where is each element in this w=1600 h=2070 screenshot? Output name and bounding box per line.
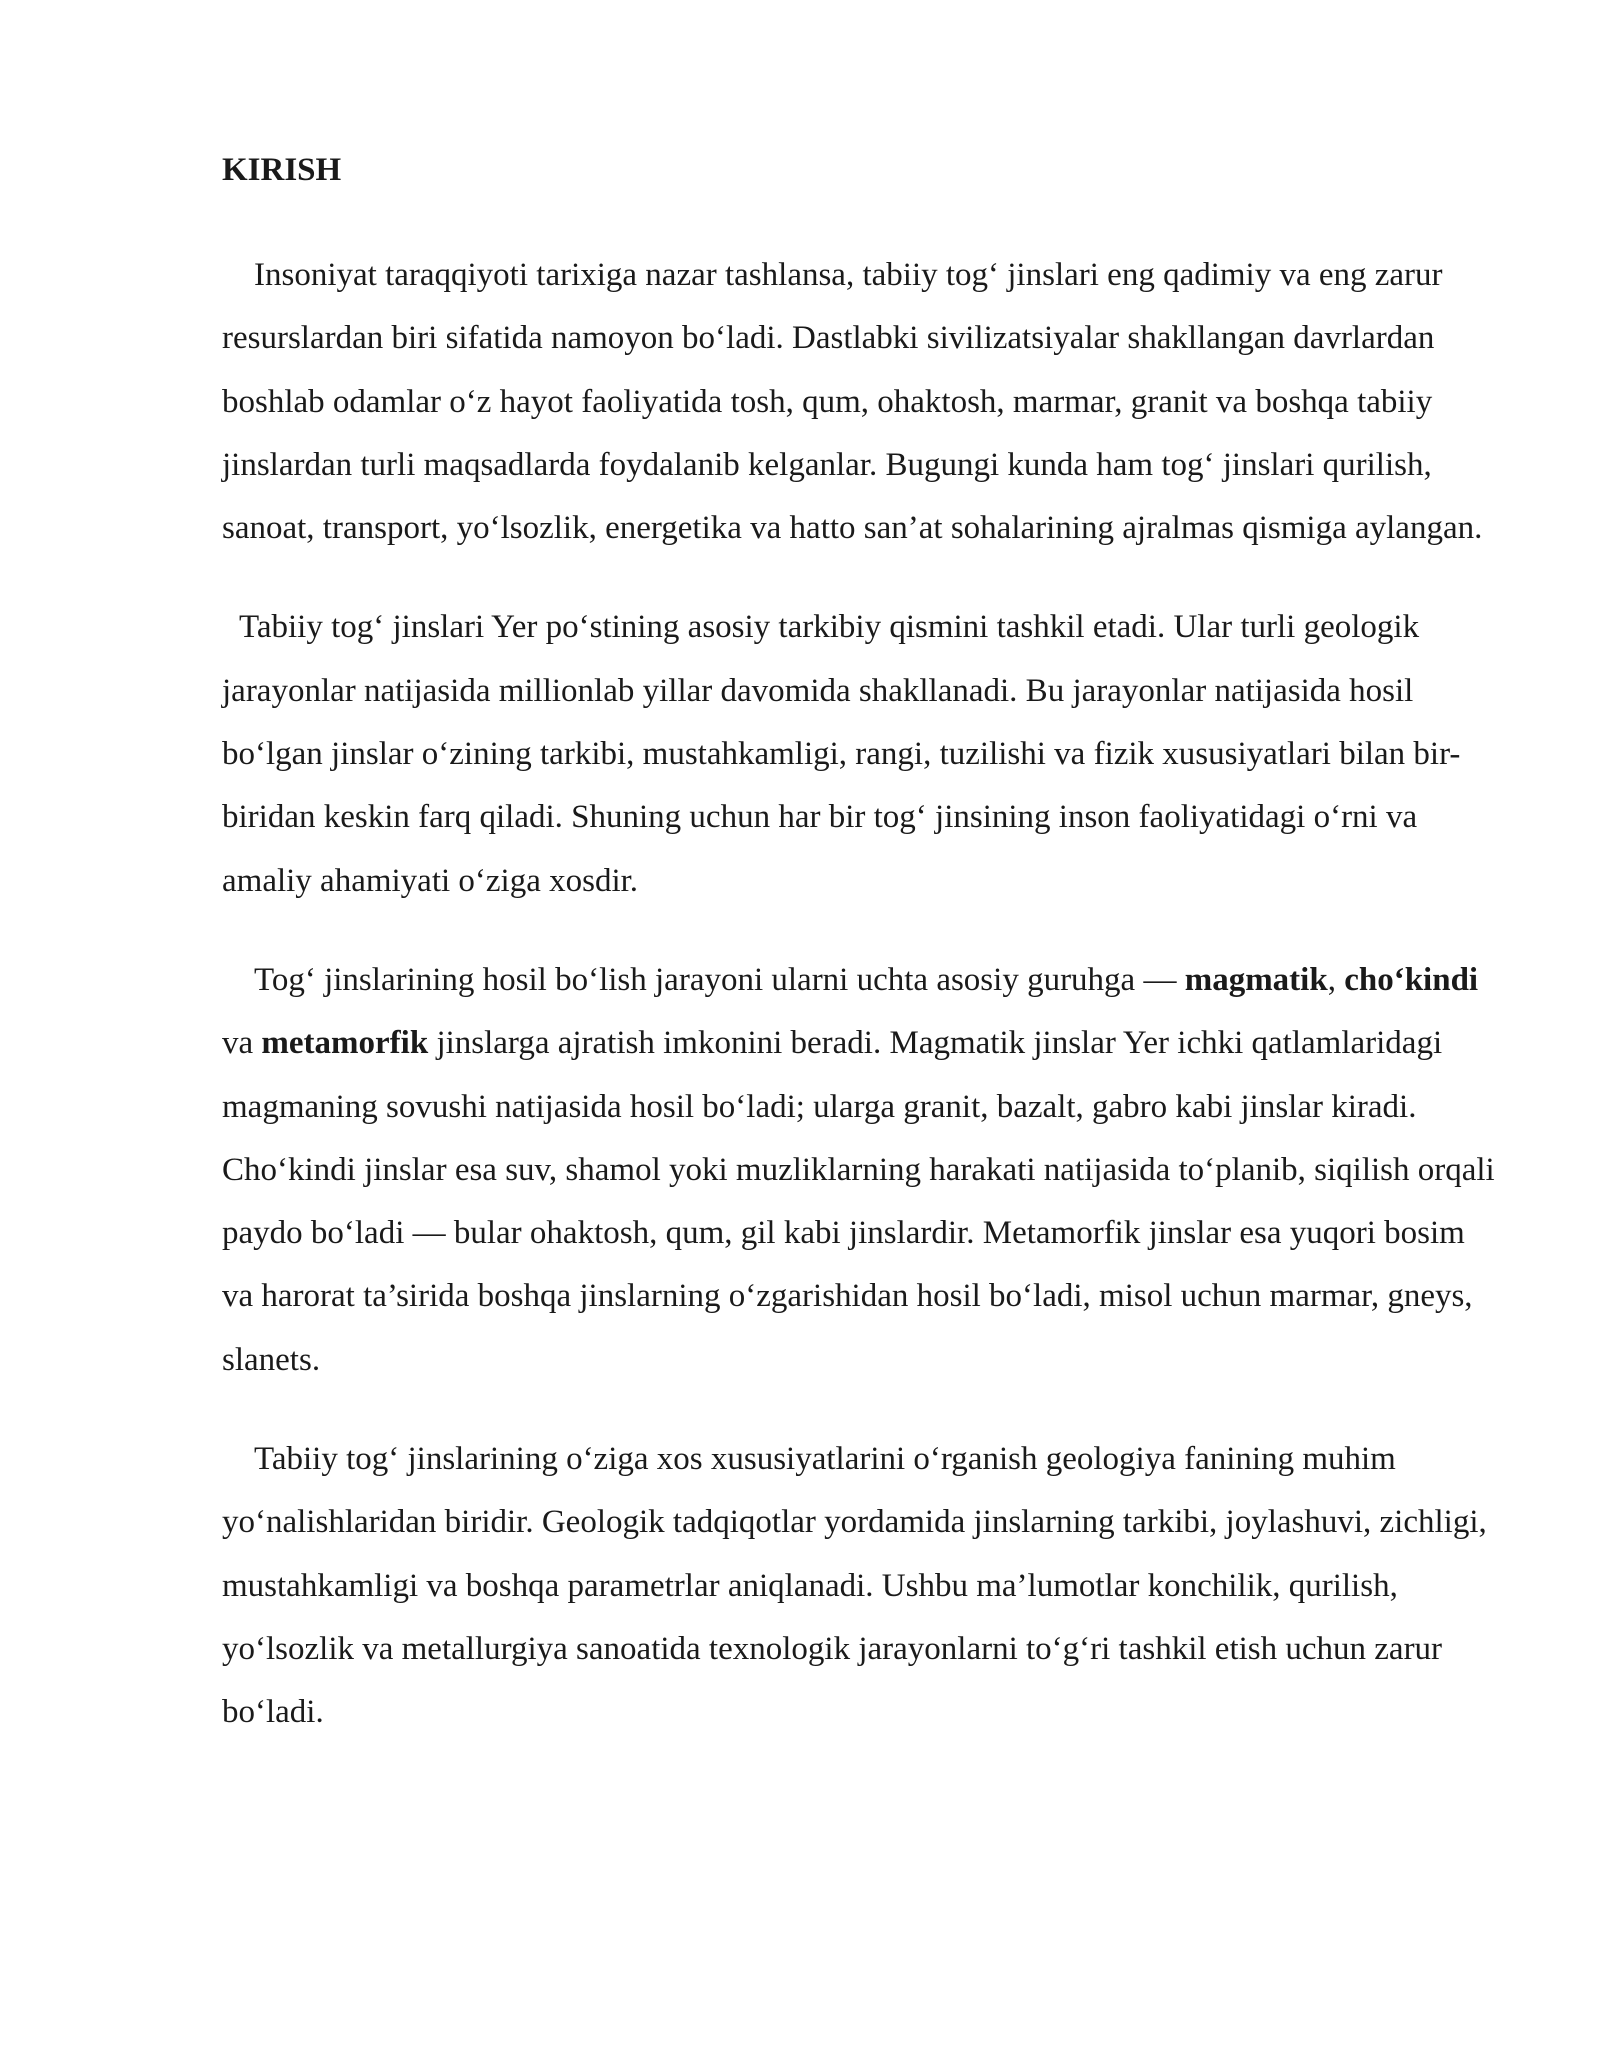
term-metamorfik: metamorfik	[261, 1025, 429, 1062]
document-body	[222, 148, 1502, 1745]
paragraph-3-separator-1: ,	[1327, 961, 1345, 998]
paragraph-3-lead: Tog‘ jinslarining hosil bo‘lish jarayoni ularni uchta asosiy guruhga —	[254, 961, 1185, 998]
paragraph-3-rest: jinslarga ajratish imkonini beradi. Magmatik jinslar Yer ichki qatlamlaridagi magmaning sovushi natijasida hosil bo‘ladi; ularga granit, bazalt, gabro kabi jinslar kiradi. Cho‘kindi jinslar esa suv, shamol yoki muzliklarning harakati natijasida to‘planib, siqilish orqali paydo bo‘ladi — bular ohaktosh, qum, gil kabi jinslardir. Metamorfik jinslar esa yuqori bosim va harorat ta’sirida boshqa jinslarning o‘zgarishidan hosil bo‘ladi, misol uchun marmar, gneys, slanets.	[222, 1025, 1495, 1378]
term-chokindi: cho‘kindi	[1344, 961, 1479, 998]
paragraph-4: Tabiiy tog‘ jinslarining o‘ziga xos xususiyatlarini o‘rganish geologiya fanining muhim yo‘nalishlaridan biridir. Geologik tadqiqotlar yordamida jinslarning tarkibi, joylashuvi, zichligi, mustahkamligi va boshqa parametrlar aniqlanadi. Ushbu ma’lumotlar konchilik, qurilish, yo‘lsozlik va metallurgiya sanoatida texnologik jarayonlarni to‘g‘ri tashkil etish uchun zarur bo‘ladi.	[222, 1441, 1487, 1731]
paragraph-2: Tabiiy tog‘ jinslari Yer po‘stining asosiy tarkibiy qismini tashkil etadi. Ular turli geologik jarayonlar natijasida millionlab yillar davomida shakllanadi. Bu jarayonlar natijasida hosil bo‘lgan jinslar o‘zining tarkibi, mustahkamligi, rangi, tuzilishi va fizik xususiyatlari bilan bir-biridan keskin farq qiladi. Shuning uchun har bir tog‘ jinsining inson faoliyatidagi o‘rni va amaliy ahamiyati o‘ziga xosdir.	[222, 609, 1461, 899]
term-magmatik: magmatik	[1184, 961, 1328, 998]
section-heading: KIRISH	[222, 152, 342, 188]
paragraph-1: Insoniyat taraqqiyoti tarixiga nazar tashlansa, tabiiy tog‘ jinslari eng qadimiy va eng zarur resurslardan biri sifatida namoyon bo‘ladi. Dastlabki sivilizatsiyalar shakllangan davrlardan boshlab odamlar o‘z hayot faoliyatida tosh, qum, ohaktosh, marmar, granit va boshqa tabiiy jinslardan turli maqsadlarda foydalanib kelganlar. Bugungi kunda ham tog‘ jinslari qurilish, sanoat, transport, yo‘lsozlik, energetika va hatto san’at sohalarining ajralmas qismiga aylangan.	[222, 257, 1483, 547]
paragraph-3	[222, 949, 1502, 1392]
paragraph-3-separator-2: va	[222, 1025, 262, 1062]
